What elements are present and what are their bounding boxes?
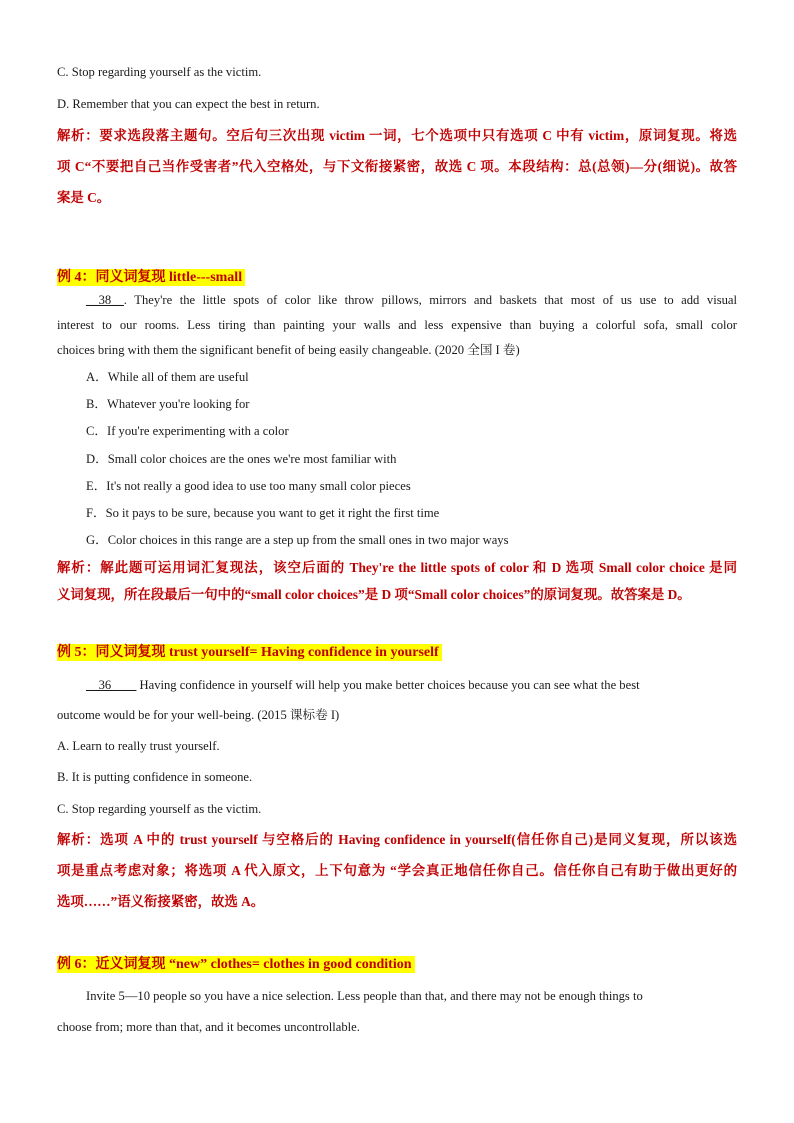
example-5-heading: 例 5：同义词复现 trust yourself= Having confidence in yourself — [57, 644, 737, 662]
passage-line: __36____ Having confidence in yourself will help you make better choices because you can see what the best — [86, 678, 640, 692]
passage-line: Invite 5—10 people so you have a nice selection. Less people than that, and there may not be enough things to — [86, 989, 643, 1003]
analysis-line: 义词复现，所在段最后一句中的“small color choices”是 D 项“Small color choices”的原词复现。故答案是 D。 — [57, 587, 691, 602]
choice-option: C. Stop regarding yourself as the victim. — [57, 802, 262, 816]
example-6-heading: 例 6：近义词复现 “new” clothes= clothes in good condition — [57, 956, 737, 974]
answer-blank: __38__ — [86, 293, 124, 307]
analysis-line: 解析：选项 A 中的 trust yourself 与空格后的 Having confidence in yourself(信任你自己)是同义复现，所以该选 — [57, 832, 737, 847]
option-c-text: C. Stop regarding yourself as the victim. — [57, 65, 262, 79]
choice-option: A．While all of them are useful — [86, 370, 249, 384]
analysis-line: 项 C“不要把自己当作受害者”代入空格处，与下文衔接紧密，故选 C 项。本段结构：总(总领)—分(细说)。故答 — [57, 159, 737, 174]
choice-option: E．It's not really a good idea to use too many small color pieces — [86, 479, 411, 493]
passage-line: choose from; more than that, and it becomes uncontrollable. — [57, 1020, 360, 1034]
choice-option: A. Learn to really trust yourself. — [57, 739, 220, 753]
analysis-line: 解析：解此题可运用词汇复现法，该空后面的 They're the little spots of color 和 D 选项 Small color choice 是同 — [57, 560, 737, 575]
answer-blank: __36____ — [86, 678, 137, 692]
option-d-text: D. Remember that you can expect the best in return. — [57, 97, 320, 111]
choice-option: C．If you're experimenting with a color — [86, 424, 289, 438]
passage-line: interest to our rooms. Less tiring than painting your walls and less expensive than buying a colorful sofa, small color — [57, 318, 737, 332]
analysis-line: 选项……”语义衔接紧密，故选 A。 — [57, 894, 265, 909]
analysis-line: 案是 C。 — [57, 190, 111, 205]
analysis-line: 解析：要求选段落主题句。空后句三次出现 victim 一词，七个选项中只有选项 C 中有 victim，原词复现。将选 — [57, 128, 737, 143]
choice-option: F．So it pays to be sure, because you want to get it right the first time — [86, 506, 440, 520]
passage-line: __38__. They're the little spots of color like throw pillows, mirrors and baskets that most of us use to add visual — [86, 293, 737, 307]
choice-option: B．Whatever you're looking for — [86, 397, 250, 411]
choice-option: D．Small color choices are the ones we're most familiar with — [86, 452, 397, 466]
choice-option: B. It is putting confidence in someone. — [57, 770, 253, 784]
example-4-heading: 例 4：同义词复现 little---small — [57, 269, 737, 287]
passage-line: choices bring with them the significant benefit of being easily changeable. (2020 全国 I 卷) — [57, 343, 520, 357]
analysis-line: 项是重点考虑对象；将选项 A 代入原文，上下句意为 “学会真正地信任你自己。信任你自己有助于做出更好的 — [57, 863, 737, 878]
choice-option: G．Color choices in this range are a step up from the small ones in two major ways — [86, 533, 509, 547]
passage-line: outcome would be for your well-being. (2015 课标卷 I) — [57, 708, 340, 722]
